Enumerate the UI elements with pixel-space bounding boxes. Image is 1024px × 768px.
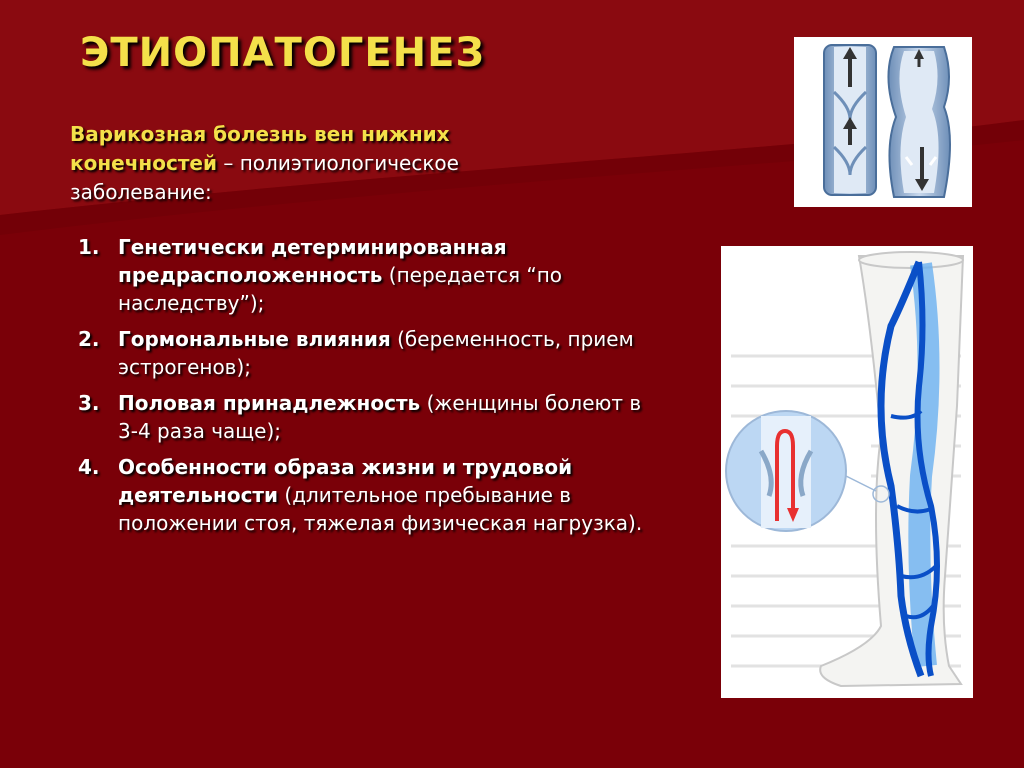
item-text: [118, 325, 648, 381]
item-number: 4.: [78, 455, 100, 479]
list-item: [78, 325, 648, 381]
list-item: [78, 233, 648, 317]
intro-paragraph: [70, 120, 590, 207]
item-number: 3.: [78, 391, 100, 415]
list-item: [78, 389, 648, 445]
slide-title: ЭТИОПАТОГЕНЕЗ: [80, 30, 485, 76]
vein-valves-diagram: [794, 37, 972, 207]
item-rest: (беременность, прием эстрогенов);: [118, 327, 634, 379]
item-rest: (длительное пребывание в положении стоя, тяжелая физическая нагрузка).: [118, 483, 643, 535]
leg-veins-diagram: [721, 246, 973, 698]
factor-list: [78, 233, 648, 545]
item-bold: Гормональные влияния: [118, 327, 391, 351]
item-bold: Особенности образа жизни и трудовой деятельности: [118, 455, 573, 507]
item-text: [118, 233, 648, 317]
item-bold: Генетически детерминированная предрасположенность: [118, 235, 507, 287]
item-rest: (женщины болеют в 3-4 раза чаще);: [118, 391, 642, 443]
item-number: 2.: [78, 327, 100, 351]
item-text: [118, 389, 648, 445]
item-text: [118, 453, 648, 537]
item-rest: (передается “по наследству”);: [118, 263, 563, 315]
item-bold: Половая принадлежность: [118, 391, 421, 415]
intro-highlight: Варикозная болезнь вен нижних конечностей: [70, 122, 450, 175]
vein-valves-illustration: [794, 37, 972, 207]
leg-veins-illustration: [721, 246, 973, 698]
intro-rest: – полиэтиологическое заболевание:: [70, 151, 459, 204]
item-number: 1.: [78, 235, 100, 259]
list-item: [78, 453, 648, 537]
